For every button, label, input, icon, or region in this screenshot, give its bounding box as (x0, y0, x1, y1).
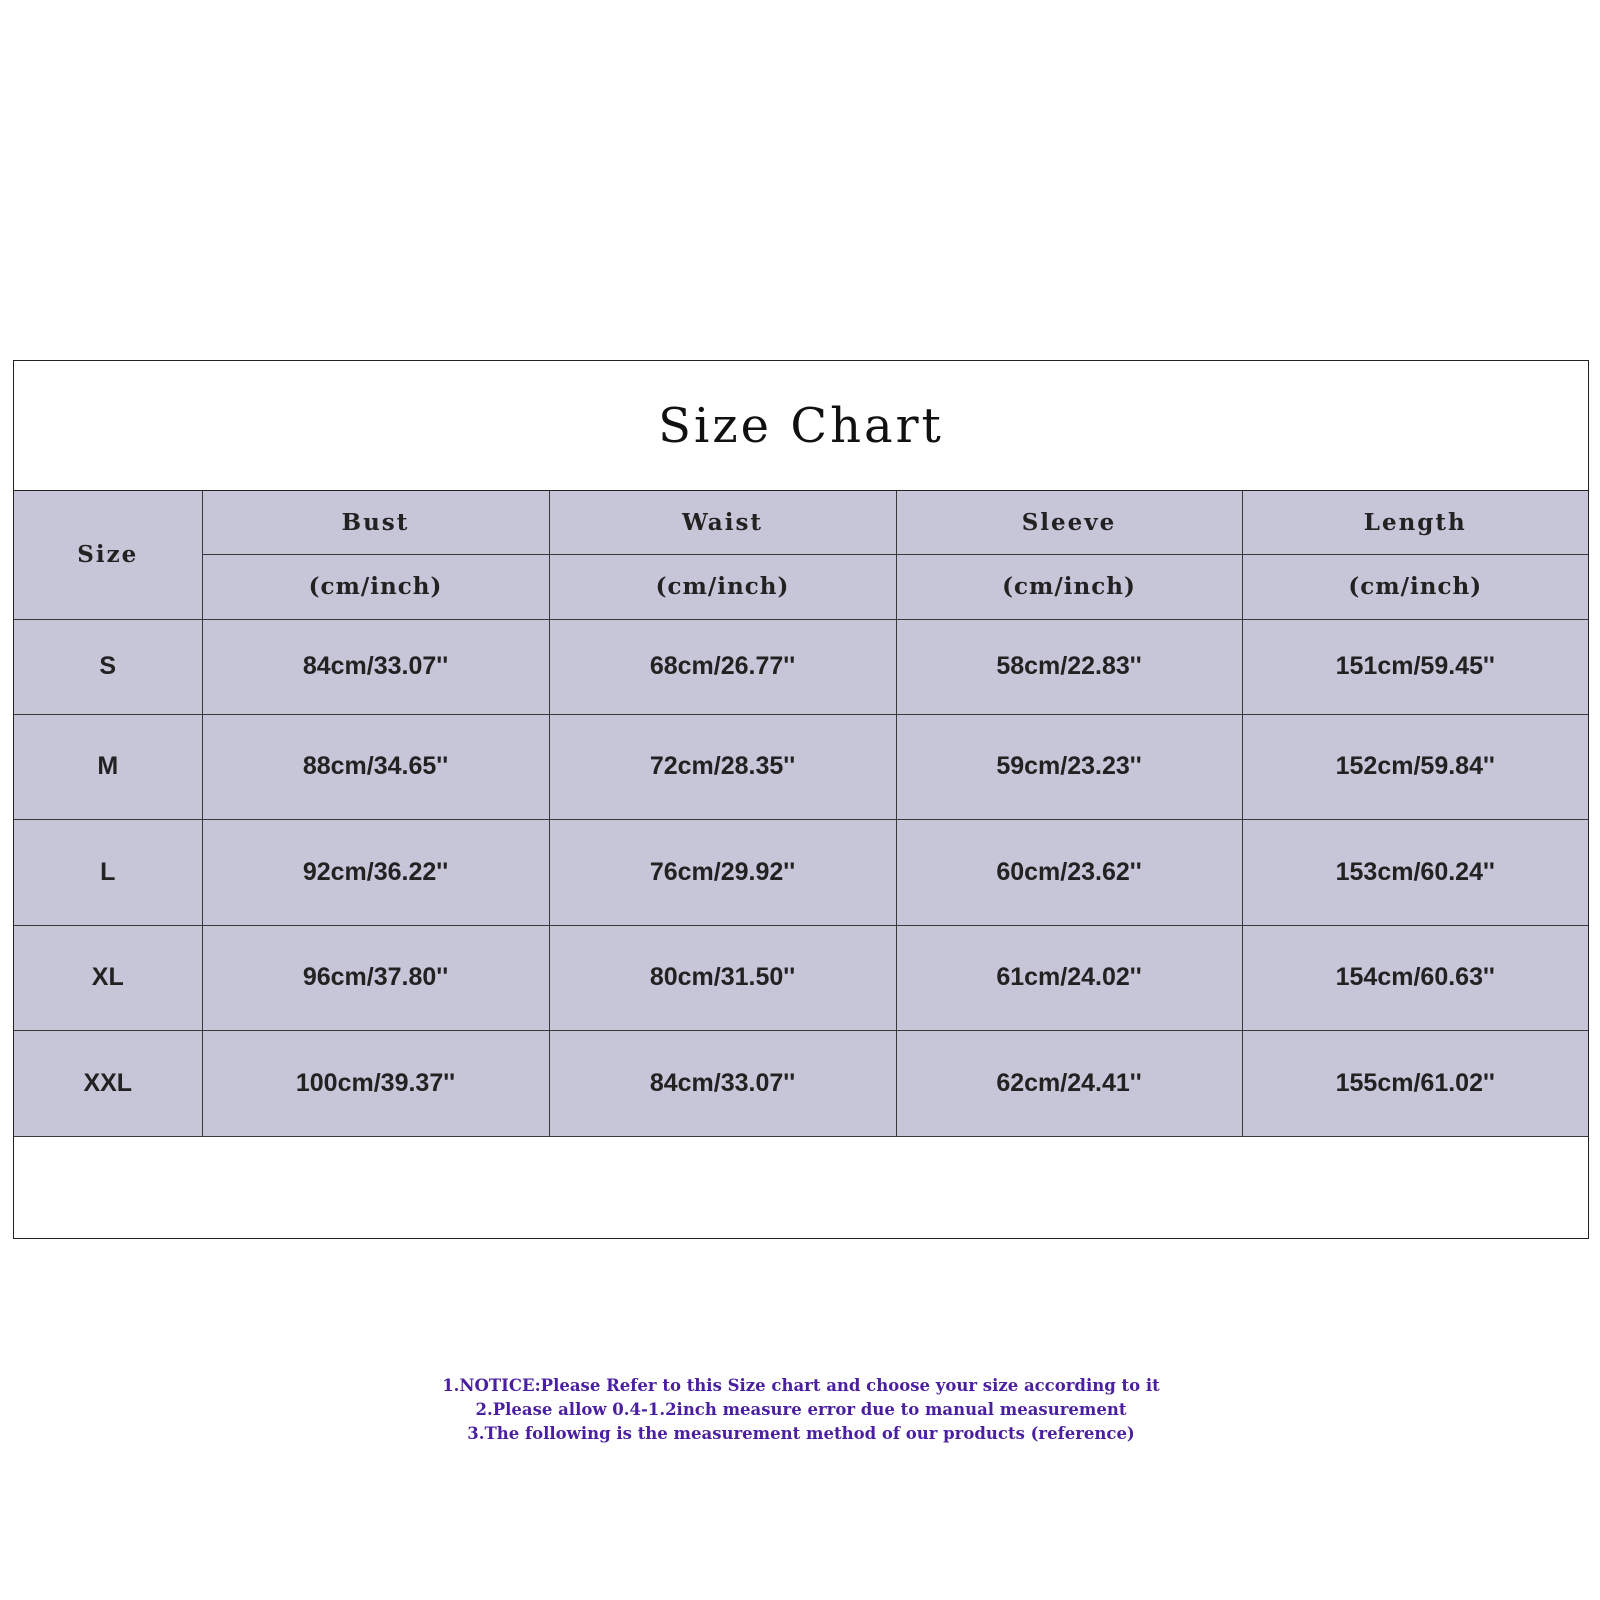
length-value: 152cm/59.84'' (1242, 714, 1588, 819)
waist-value: 80cm/31.50'' (549, 925, 896, 1030)
column-header-bust: Bust (202, 491, 549, 554)
notice-text (14, 1366, 1588, 1443)
bust-value: 96cm/37.80'' (202, 925, 549, 1030)
sleeve-value: 60cm/23.62'' (896, 819, 1242, 925)
size-chart (13, 360, 1589, 1443)
size-table (14, 491, 1588, 1137)
length-value: 154cm/60.63'' (1242, 925, 1588, 1030)
notice-line: 3.The following is the measurement method of our products (reference) (467, 1424, 1135, 1443)
size-label: XXL (14, 1030, 202, 1136)
waist-value: 72cm/28.35'' (549, 714, 896, 819)
size-label: L (14, 819, 202, 925)
length-value: 151cm/59.45'' (1242, 619, 1588, 714)
sleeve-value: 62cm/24.41'' (896, 1030, 1242, 1136)
length-value: 155cm/61.02'' (1242, 1030, 1588, 1136)
bust-value: 84cm/33.07'' (202, 619, 549, 714)
table-row (14, 1030, 1588, 1136)
bust-value: 100cm/39.37'' (202, 1030, 549, 1136)
size-label: XL (14, 925, 202, 1030)
bust-value: 92cm/36.22'' (202, 819, 549, 925)
unit-label-length: (cm/inch) (1242, 554, 1588, 619)
table-row (14, 819, 1588, 925)
chart-title: Size Chart (14, 361, 1588, 491)
sleeve-value: 59cm/23.23'' (896, 714, 1242, 819)
column-header-waist: Waist (549, 491, 896, 554)
waist-value: 84cm/33.07'' (549, 1030, 896, 1136)
table-row (14, 619, 1588, 714)
unit-label-waist: (cm/inch) (549, 554, 896, 619)
notice-line: 1.NOTICE:Please Refer to this Size chart and choose your size according to it (442, 1376, 1160, 1395)
notice-line: 2.Please allow 0.4-1.2inch measure error due to manual measurement (475, 1400, 1127, 1419)
column-header-sleeve: Sleeve (896, 491, 1242, 554)
waist-value: 68cm/26.77'' (549, 619, 896, 714)
unit-label-sleeve: (cm/inch) (896, 554, 1242, 619)
length-value: 153cm/60.24'' (1242, 819, 1588, 925)
sleeve-value: 61cm/24.02'' (896, 925, 1242, 1030)
waist-value: 76cm/29.92'' (549, 819, 896, 925)
table-row (14, 714, 1588, 819)
size-label: M (14, 714, 202, 819)
bust-value: 88cm/34.65'' (202, 714, 549, 819)
unit-label-bust: (cm/inch) (202, 554, 549, 619)
sleeve-value: 58cm/22.83'' (896, 619, 1242, 714)
size-column-header: Size (14, 491, 202, 619)
size-label: S (14, 619, 202, 714)
column-header-length: Length (1242, 491, 1588, 554)
table-row (14, 925, 1588, 1030)
